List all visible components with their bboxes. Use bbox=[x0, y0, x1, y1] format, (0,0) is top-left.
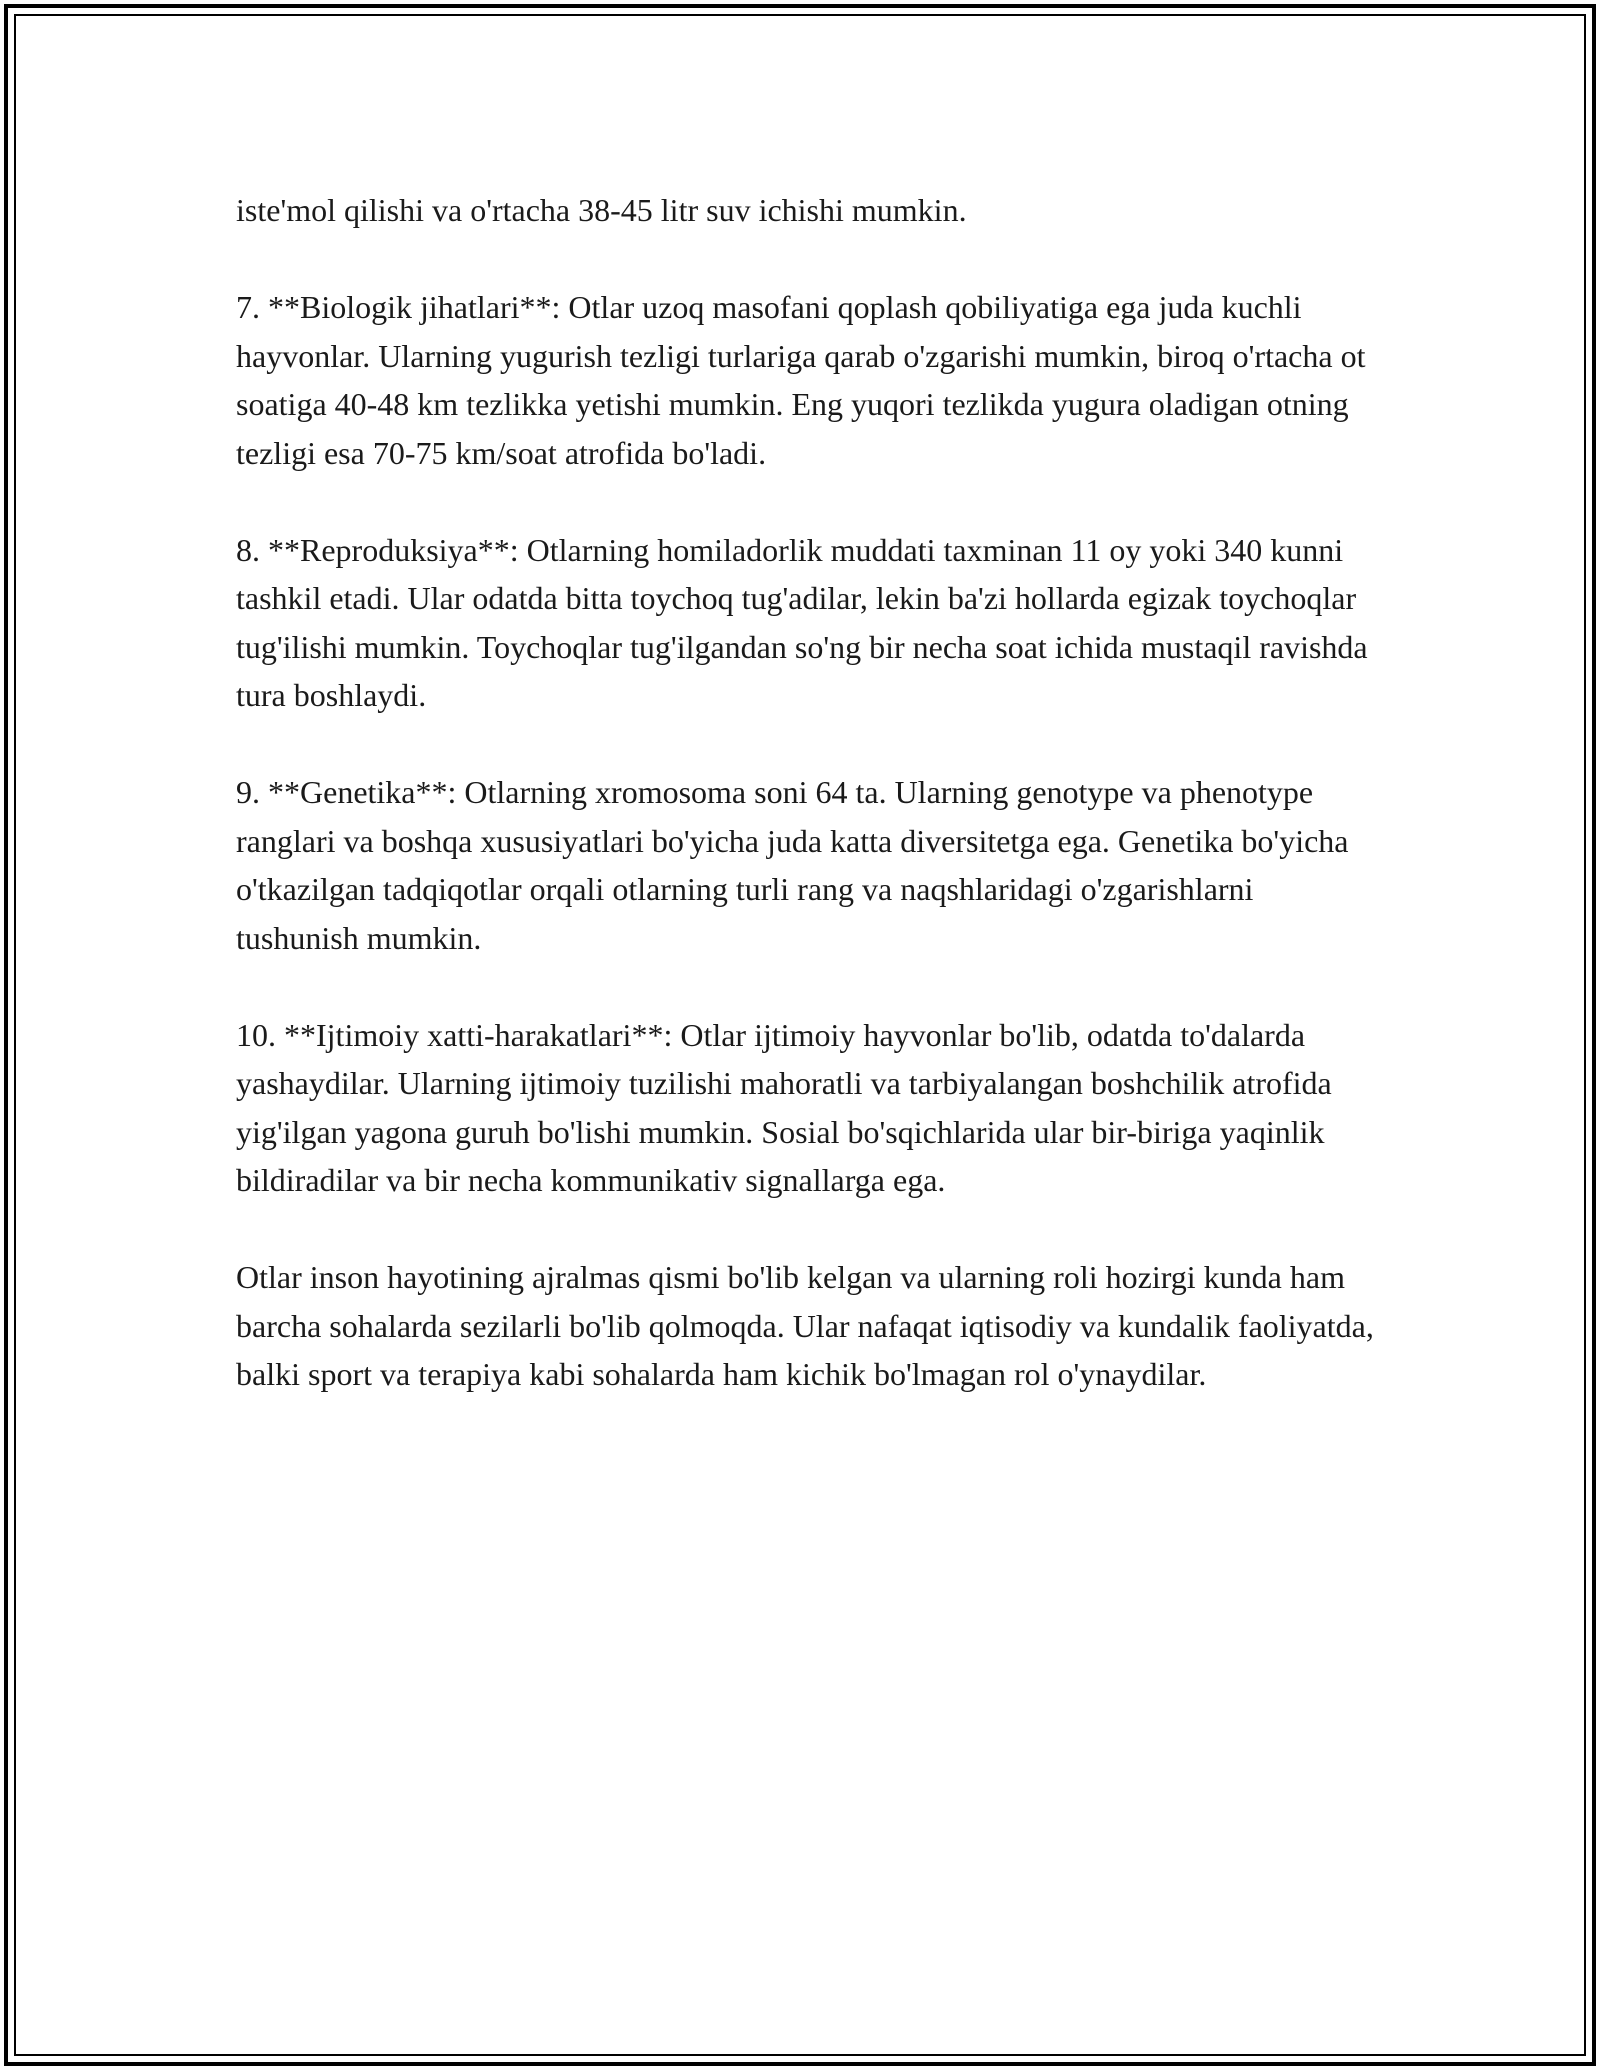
paragraph-biological-aspects: 7. **Biologik jihatlari**: Otlar uzoq masofani qoplash qobiliyatiga ega juda kuchli hayvonlar. Ularning yugurish tezligi turlariga qarab o'zgarishi mumkin, biroq o'rtacha ot soatiga 40-48 km tezlikka yetishi mumkin. Eng yuqori tezlikda yugura oladigan otning tezligi esa 70-75 km/soat atrofida bo'ladi. bbox=[236, 289, 1366, 471]
paragraph-reproduction: 8. **Reproduksiya**: Otlarning homiladorlik muddati taxminan 11 oy yoki 340 kunni tashkil etadi. Ular odatda bitta toychoq tug'adilar, lekin ba'zi hollarda egizak toychoqlar tug'ilishi mumkin. Toychoqlar tug'ilgandan so'ng bir necha soat ichida mustaqil ravishda tura boshlaydi. bbox=[236, 531, 1368, 713]
paragraph-genetics: 9. **Genetika**: Otlarning xromosoma soni 64 ta. Ularning genotype va phenotype ranglari va boshqa xususiyatlari bo'yicha juda katta diversitetga ega. Genetika bo'yicha o'tkazilgan tadqiqotlar orqali otlarning turli rang va naqshlaridagi o'zgarishlarni tushunish mumkin. bbox=[236, 774, 1349, 956]
paragraph-conclusion: Otlar inson hayotining ajralmas qismi bo'lib kelgan va ularning roli hozirgi kunda ham barcha sohalarda sezilarli bo'lib qolmoqda. Ular nafaqat iqtisodiy va kundalik faoliyatda, balki sport va terapiya kabi sohalarda ham kichik bo'lmagan rol o'ynaydilar. bbox=[236, 1259, 1374, 1392]
paragraph-social-behavior: 10. **Ijtimoiy xatti-harakatlari**: Otlar ijtimoiy hayvonlar bo'lib, odatda to'dalarda yashaydilar. Ularning ijtimoiy tuzilishi mahoratli va tarbiyalangan boshchilik atrofida yig'ilgan yagona guruh bo'lishi mumkin. Sosial bo'sqichlarida ular bir-biriga yaqinlik bildiradilar va bir necha kommunikativ signallarga ega. bbox=[236, 1016, 1332, 1198]
paragraph-water-intake: iste'mol qilishi va o'rtacha 38-45 litr suv ichishi mumkin. bbox=[236, 192, 967, 228]
document-body bbox=[236, 186, 1376, 1447]
